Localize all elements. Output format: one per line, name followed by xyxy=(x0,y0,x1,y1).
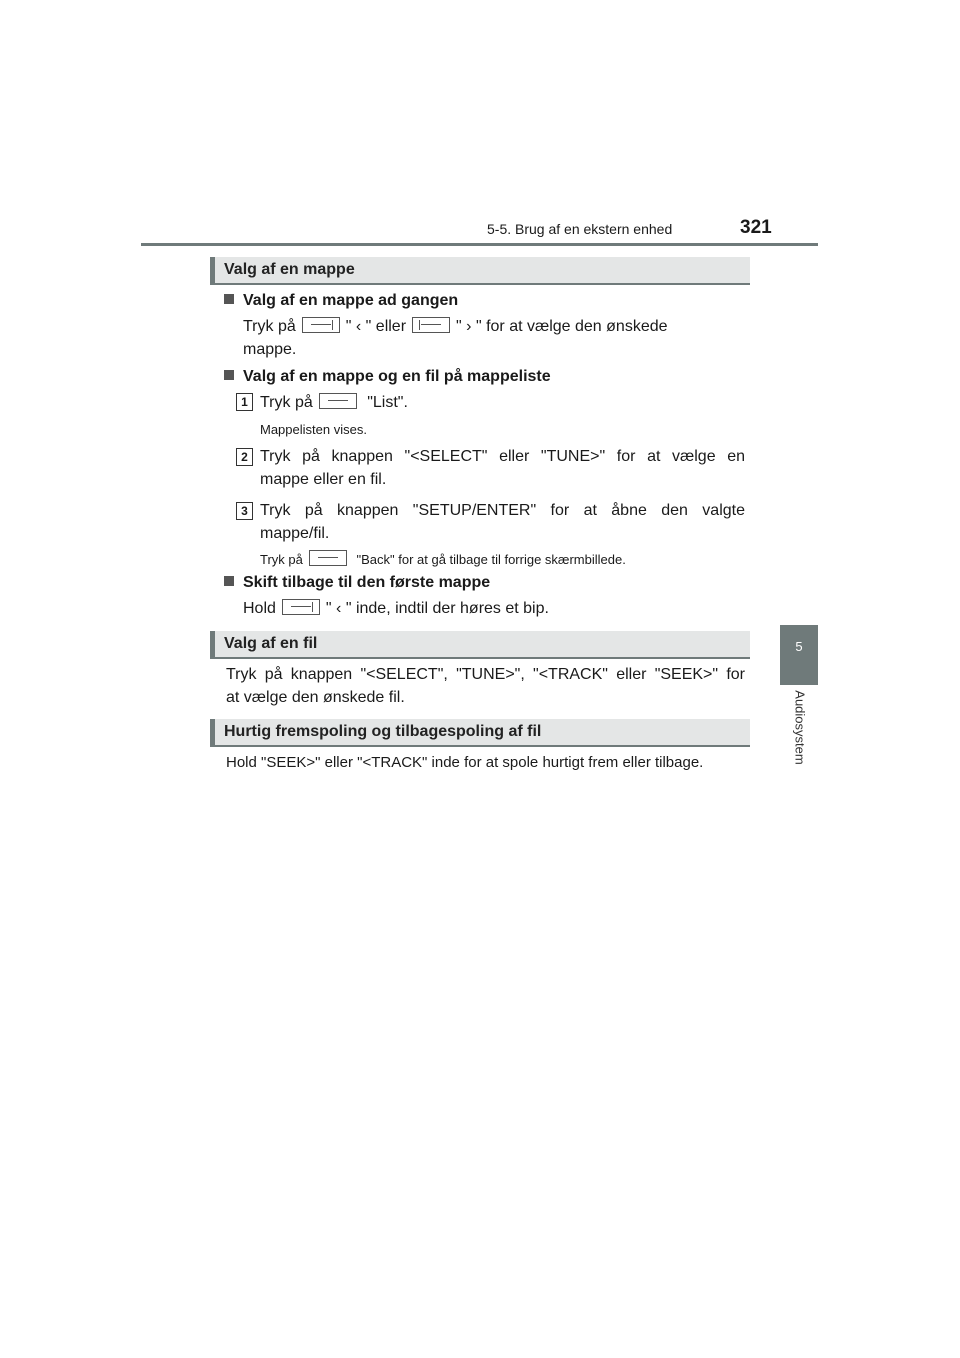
chapter-label: Audiosystem xyxy=(792,690,808,765)
chevron-right-icon: › xyxy=(466,318,472,335)
step-3-line-1: Tryk på knappen "SETUP/ENTER" for at åbne den valgte xyxy=(260,502,745,519)
left-button-icon xyxy=(302,317,340,333)
file-line-1: Tryk på knappen "<SELECT", "TUNE>", "<TRACK" eller "SEEK>" for xyxy=(226,666,745,683)
page-number: 321 xyxy=(740,217,772,238)
step-1-text: Tryk på "List". xyxy=(260,394,408,411)
section-header-folder xyxy=(210,257,750,285)
section-title: Hurtig fremspoling og tilbagespoling af fil xyxy=(224,723,542,740)
button-icon xyxy=(309,550,347,566)
step-number: 3 xyxy=(236,502,253,520)
step-1-note: Mappelisten vises. xyxy=(260,422,367,437)
section-header-seek xyxy=(210,719,750,747)
section-title: Valg af en mappe xyxy=(224,261,355,278)
paragraph-first-folder: Hold " ‹ " inde, indtil der høres et bip. xyxy=(243,600,549,617)
section-header-file xyxy=(210,631,750,659)
square-bullet-icon xyxy=(224,294,234,304)
subheading-list: Valg af en mappe og en fil på mappeliste xyxy=(224,366,551,388)
button-icon xyxy=(319,393,357,409)
step-3-line-2: mappe/fil. xyxy=(260,525,330,542)
step-2-line-1: Tryk på knappen "<SELECT" eller "TUNE>" for at vælge en xyxy=(260,448,745,465)
back-note: Tryk på "Back" for at gå tilbage til forrige skærmbillede. xyxy=(260,552,626,567)
chevron-left-icon: ‹ xyxy=(336,600,342,617)
subheading-first-folder: Skift tilbage til den første mappe xyxy=(224,572,490,594)
subheading-one-at-time: Valg af en mappe ad gangen xyxy=(224,290,458,312)
step-number: 2 xyxy=(236,448,253,466)
header-section-title: 5-5. Brug af en ekstern enhed xyxy=(487,221,673,237)
section-title: Valg af en fil xyxy=(224,635,318,652)
step-2-line-2: mappe eller en fil. xyxy=(260,471,387,488)
seek-line: Hold "SEEK>" eller "<TRACK" inde for at spole hurtigt frem eller tilbage. xyxy=(226,754,704,771)
chevron-left-icon: ‹ xyxy=(355,318,362,335)
right-button-icon xyxy=(412,317,450,333)
left-button-icon xyxy=(282,599,320,615)
square-bullet-icon xyxy=(224,370,234,380)
step-number: 1 xyxy=(236,393,253,411)
header-divider xyxy=(141,243,818,246)
paragraph-one-at-time: Tryk på " ‹ " eller " › " for at vælge den ønskede xyxy=(243,318,668,335)
chapter-tab: 5 xyxy=(780,625,818,685)
paragraph-one-at-time-end: mappe. xyxy=(243,341,297,358)
square-bullet-icon xyxy=(224,576,234,586)
file-line-2: at vælge den ønskede fil. xyxy=(226,689,405,706)
